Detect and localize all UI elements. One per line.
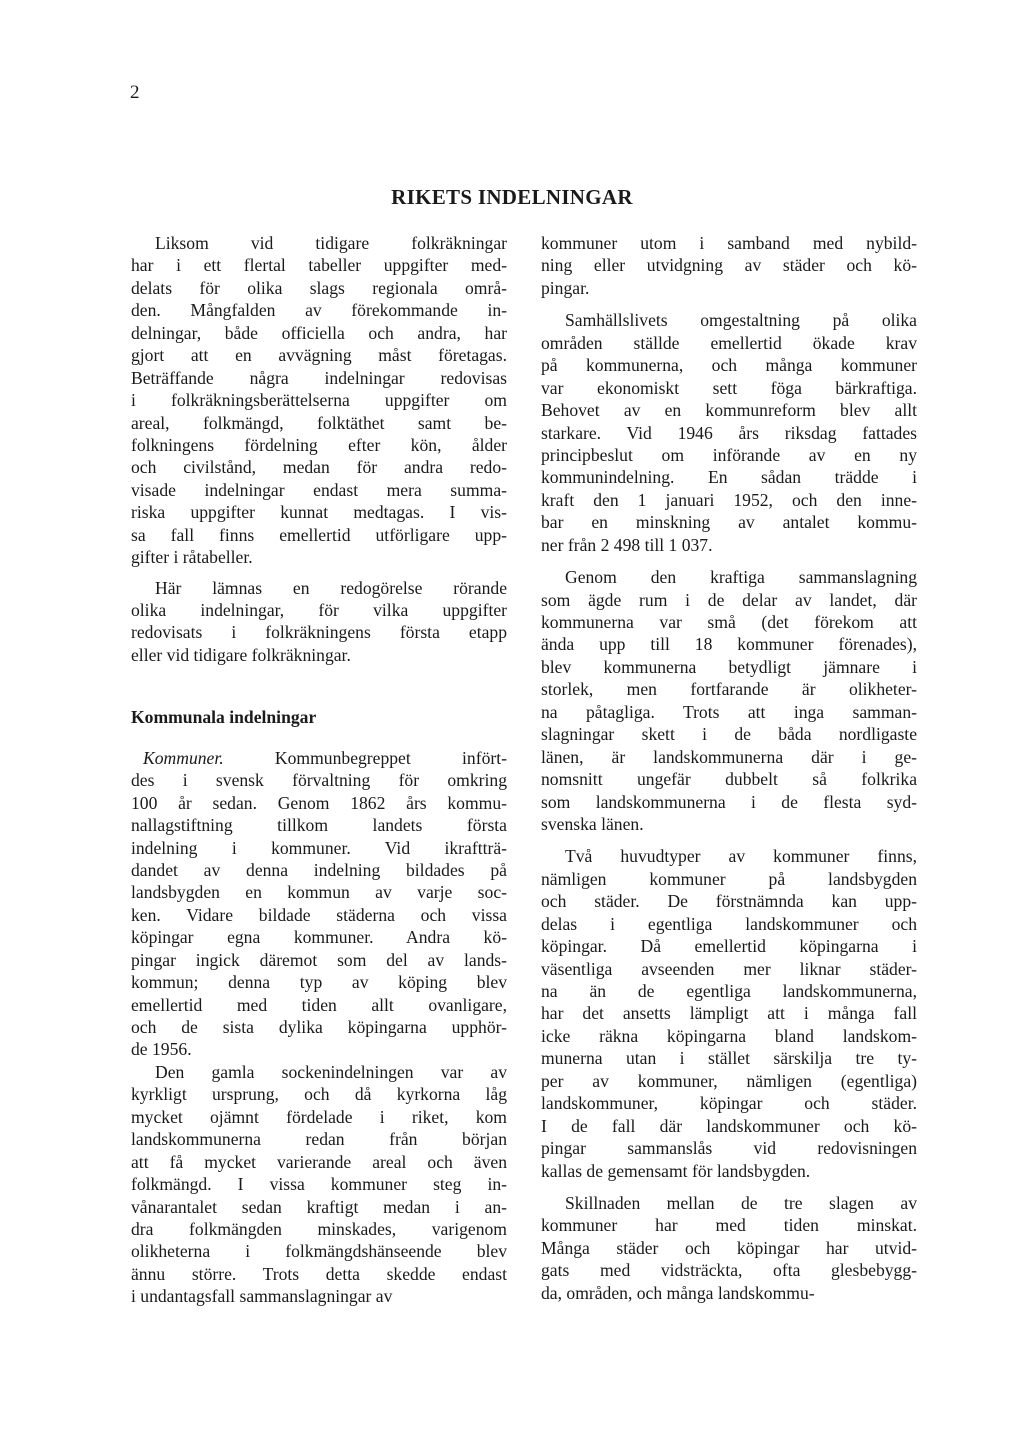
paragraph-line: Här lämnas en redogörelse rörande [155, 577, 507, 598]
paragraph-line: länen, är landskommunerna där i ge- [541, 746, 917, 767]
paragraph-line: delats för olika slags regionala områ- [131, 277, 507, 298]
paragraph-line: munerna utan i stället särskilja tre ty- [541, 1048, 917, 1069]
page-title: RIKETS INDELNINGAR [391, 185, 633, 209]
paragraph-line: Samhällslivets omgestaltning på olika [565, 310, 917, 331]
paragraph-line: da, områden, och många landskommu- [541, 1282, 815, 1303]
page-number: 2 [130, 82, 140, 103]
paragraph-line: som ägde rum i de delar av landet, där [541, 589, 917, 610]
paragraph-line: dandet av denna indelning bildades på [131, 859, 507, 880]
paragraph-line: svenska länen. [541, 813, 644, 834]
paragraph-line: emellertid med tiden allt ovanligare, [131, 994, 507, 1015]
paragraph-line: och civilstånd, medan för andra redo- [131, 457, 507, 478]
paragraph-line: gats med vidsträckta, ofta glesbebygg- [541, 1260, 917, 1281]
paragraph-line: områden ställde emellertid ökade krav [541, 332, 917, 353]
paragraph-line: Två huvudtyper av kommuner finns, [565, 846, 917, 867]
paragraph-line: per av kommuner, nämligen (egentliga) [541, 1070, 917, 1091]
paragraph-line: i folkräkningsberättelserna uppgifter om [131, 390, 507, 411]
paragraph-line: icke räkna köpingarna bland landskom- [541, 1025, 917, 1046]
paragraph-line: Behovet av en kommunreform blev allt [541, 400, 917, 421]
paragraph-line: kommunerna var små (det förekom att [541, 612, 917, 632]
paragraph-line: Den gamla sockenindelningen var av [155, 1061, 507, 1082]
paragraph-line: ner från 2 498 till 1 037. [541, 534, 713, 555]
kommuner-label: Kommuner. [143, 747, 224, 768]
paragraph-line: väsentliga avseenden mer liknar städer- [541, 958, 917, 979]
types-paragraph [541, 845, 917, 1182]
continued-paragraph [541, 232, 917, 299]
paragraph-line: areal, folkmängd, folktäthet samt be- [131, 412, 507, 433]
paragraph-line: landskommunerna redan från början [131, 1129, 507, 1150]
paragraph-line: pingar ingick däremot som del av lands- [131, 949, 507, 970]
paragraph-line: Beträffande några indelningar redovisas [131, 367, 507, 388]
paragraph-line: 100 år sedan. Genom 1862 års kommu- [131, 792, 507, 813]
paragraph-line: landsbygden en kommun av varje soc- [131, 882, 507, 903]
paragraph-line: och de sista dylika köpingarna upphör- [131, 1017, 507, 1037]
merger-paragraph [541, 566, 917, 835]
paragraph-line: ända upp till 18 kommuner förenades), [541, 634, 917, 655]
reform-paragraph [541, 309, 917, 556]
paragraph-line: olikheterna i folkmängdshänseende blev [131, 1241, 507, 1262]
left-column [131, 232, 507, 1308]
paragraph-line: ning eller utvidgning av städer och kö- [541, 255, 917, 276]
paragraph-line: att få mycket varierande areal och även [131, 1151, 507, 1172]
paragraph-line: på kommunerna, och många kommuner [541, 355, 917, 376]
paragraph-line: bar en minskning av antalet kommu- [541, 512, 917, 533]
paragraph-line: na än de egentliga landskommunerna, [541, 981, 917, 1001]
paragraph-line: Många städer och köpingar har utvid- [541, 1237, 917, 1258]
paragraph-line: köpingar egna kommuner. Andra kö- [131, 927, 507, 948]
paragraph-line: olika indelningar, för vilka uppgifter [131, 600, 507, 620]
paragraph-line: mycket ojämnt fördelade i riket, kom [131, 1106, 507, 1127]
paragraph-line: des i svensk förvaltning för omkring [131, 770, 507, 791]
paragraph-line: riska uppgifter kunnat medtagas. I vis- [131, 502, 507, 523]
paragraph-line: har i ett flertal tabeller uppgifter med- [131, 255, 507, 276]
paragraph-line: vånarantalet sedan kraftigt medan i an- [131, 1196, 507, 1217]
paragraph-line: eller vid tidigare folkräkningar. [131, 644, 351, 665]
paragraph-line: landskommuner, köpingar och städer. [541, 1093, 917, 1114]
paragraph-line: starkare. Vid 1946 års riksdag fattades [541, 422, 917, 443]
paragraph-line: Liksom vid tidigare folkräkningar [155, 233, 507, 253]
paragraph-line: visade indelningar endast mera summa- [131, 479, 507, 500]
paragraph-line: Kommuner. Kommunbegreppet infört- [143, 747, 507, 768]
paragraph-line: var ekonomiskt sett föga bärkraftiga. [541, 377, 917, 398]
paragraph-line: pingar. [541, 277, 590, 298]
paragraph-line: nallagstiftning tillkom landets första [131, 815, 507, 836]
paragraph-line: pingar sammanslås vid redovisningen [541, 1138, 917, 1159]
paragraph-line: redovisats i folkräkningens första etapp [131, 622, 507, 643]
paragraph-line: blev kommunerna betydligt jämnare i [541, 656, 917, 677]
paragraph-line: kraft den 1 januari 1952, och den inne- [541, 489, 917, 510]
paragraph-line: principbeslut om införande av en ny [541, 444, 917, 465]
intro-paragraph [131, 232, 507, 569]
section-heading: Kommunala indelningar [131, 707, 317, 728]
paragraph-line: nämligen kommuner på landsbygden [541, 868, 917, 889]
socken-paragraph [131, 1061, 507, 1308]
paragraph-line: kommuner utom i samband med nybild- [541, 233, 917, 253]
paragraph-line: har det ansetts lämpligt att i många fall [541, 1003, 917, 1024]
paragraph-line: slagningar skett i de båda nordligaste [541, 724, 917, 745]
paragraph-line: kommuner har med tiden minskat. [541, 1215, 917, 1236]
paragraph-line: gjort att en avvägning måst företagas. [131, 345, 507, 366]
paragraph-line: storlek, men fortfarande är olikheter- [541, 679, 917, 700]
paragraph-line: na påtagliga. Trots att inga samman- [541, 701, 917, 722]
paragraph-line: indelning i kommuner. Vid ikraftträ- [131, 837, 507, 858]
kommuner-paragraph [131, 747, 507, 1061]
paragraph-line: dra folkmängden minskades, varigenom [131, 1218, 507, 1239]
differences-paragraph [541, 1192, 917, 1304]
paragraph-line: de 1956. [131, 1039, 192, 1060]
paragraph-line: kallas de gemensamt för landsbygden. [541, 1160, 811, 1181]
paragraph-line: Genom den kraftiga sammanslagning [565, 567, 917, 588]
paragraph-line: gifter i råtabeller. [131, 547, 253, 568]
paragraph-line: folkningens fördelning efter kön, ålder [131, 434, 507, 455]
paragraph-line: folkmängd. I vissa kommuner steg in- [131, 1174, 507, 1195]
paragraph-line: köpingar. Då emellertid köpingarna i [541, 936, 917, 957]
paragraph-line: och städer. De förstnämnda kan upp- [541, 891, 917, 912]
second-paragraph [131, 577, 507, 667]
paragraph-line: nomsnitt ungefär dubbelt så folkrika [541, 769, 917, 790]
paragraph-line: kyrkligt ursprung, och då kyrkorna låg [131, 1084, 507, 1105]
paragraph-line: ken. Vidare bildade städerna och vissa [131, 904, 507, 925]
paragraph-line: ännu större. Trots detta skedde endast [131, 1263, 507, 1284]
paragraph-line: kommun; denna typ av köping blev [131, 972, 507, 993]
paragraph-line: kommunindelning. En sådan trädde i [541, 467, 917, 488]
paragraph-line: sa fall finns emellertid utförligare upp- [131, 524, 507, 545]
paragraph-line: delas i egentliga landskommuner och [541, 913, 917, 934]
paragraph-line: den. Mångfalden av förekommande in- [131, 300, 507, 321]
paragraph-line: delningar, både officiella och andra, har [131, 322, 507, 343]
paragraph-line: Skillnaden mellan de tre slagen av [565, 1192, 917, 1213]
paragraph-line: I de fall där landskommuner och kö- [541, 1115, 917, 1136]
paragraph-line: som landskommunerna i de flesta syd- [541, 791, 917, 812]
paragraph-line: i undantagsfall sammanslagningar av [131, 1286, 393, 1307]
right-column [541, 232, 917, 1304]
